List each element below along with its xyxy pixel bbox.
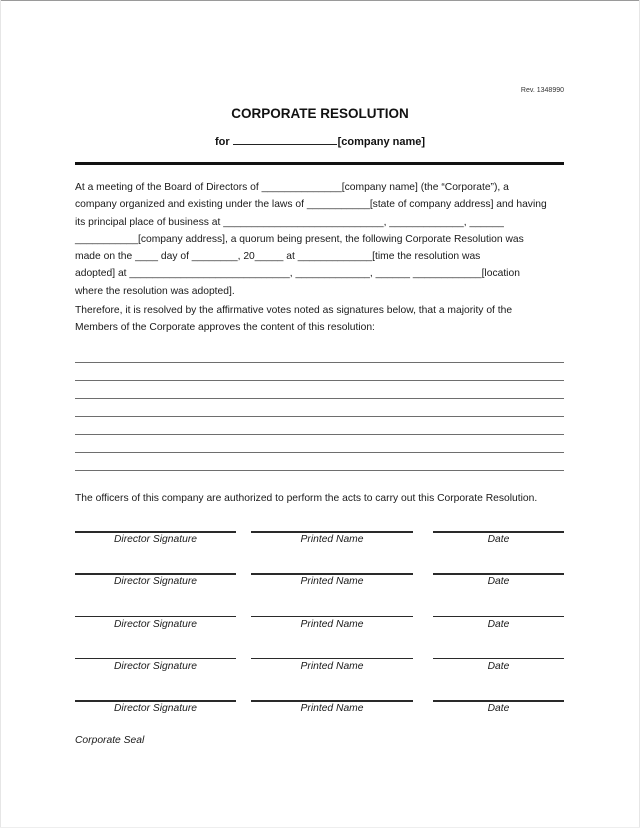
director-signature-label: Director Signature (114, 534, 197, 545)
printed-name-label: Printed Name (300, 660, 364, 672)
printed-name-line[interactable] (251, 573, 413, 575)
date-line[interactable] (433, 700, 564, 702)
paragraph-line: where the resolution was adopted]. (75, 285, 235, 297)
director-signature-line[interactable] (75, 531, 236, 533)
printed-name-line[interactable] (251, 658, 413, 660)
signature-row (0, 573, 640, 597)
date-label: Date (487, 576, 510, 588)
resolution-content-line[interactable] (75, 470, 564, 471)
printed-name-label: Printed Name (300, 703, 364, 715)
subtitle-prefix: for (214, 136, 230, 148)
paragraph-line: At a meeting of the Board of Directors of ______________[company name] (the “Corporate”), a (75, 182, 509, 193)
corporate-seal-label: Corporate Seal (75, 735, 145, 746)
resolution-content-line[interactable] (75, 416, 564, 417)
subtitle-suffix: [company name] (337, 136, 426, 148)
date-line[interactable] (433, 531, 564, 533)
date-line[interactable] (433, 573, 564, 575)
director-signature-line[interactable] (75, 573, 236, 575)
paragraph-line: Therefore, it is resolved by the affirmative votes noted as signatures below, that a majority of the (75, 305, 513, 316)
paragraph-line: adopted] at ____________________________, _____________, ______ ____________[location (75, 268, 520, 280)
printed-name-line[interactable] (251, 700, 413, 702)
company-name-field[interactable] (233, 135, 337, 145)
resolution-content-line[interactable] (75, 434, 564, 435)
signature-row (0, 616, 640, 640)
paragraph-line: Members of the Corporate approves the content of this resolution: (75, 322, 375, 334)
date-label: Date (487, 703, 510, 715)
printed-name-label: Printed Name (300, 618, 364, 630)
paragraph-line: ___________[company address], a quorum being present, the following Corporate Resolution was (75, 233, 524, 245)
document-subtitle (0, 135, 640, 148)
resolution-content-line[interactable] (75, 452, 564, 453)
director-signature-label: Director Signature (114, 618, 197, 630)
resolution-content-line[interactable] (75, 362, 564, 363)
paragraph-line: its principal place of business at ____________________________, _____________, ______ (75, 216, 504, 228)
date-label: Date (487, 534, 510, 545)
resolution-paragraph (75, 302, 570, 337)
signature-row (0, 531, 640, 555)
signature-row (0, 700, 640, 724)
document-title: CORPORATE RESOLUTION (231, 106, 409, 121)
director-signature-label: Director Signature (114, 660, 197, 672)
date-label: Date (487, 618, 510, 630)
authorization-paragraph: The officers of this company are authorized to perform the acts to carry out this Corporate Resolution. (75, 493, 538, 504)
page-border (0, 0, 640, 1)
director-signature-line[interactable] (75, 658, 236, 660)
resolution-content-line[interactable] (75, 398, 564, 399)
revision-number: Rev. 1348990 (520, 87, 564, 94)
paragraph-line: made on the ____ day of ________, 20_____ at _____________[time the resolution was (75, 251, 481, 263)
date-line[interactable] (433, 658, 564, 660)
meeting-paragraph (75, 179, 570, 300)
header-divider (75, 162, 564, 165)
printed-name-line[interactable] (251, 531, 413, 533)
director-signature-label: Director Signature (114, 703, 197, 715)
date-line[interactable] (433, 616, 564, 618)
director-signature-line[interactable] (75, 616, 236, 618)
date-label: Date (487, 660, 510, 672)
printed-name-line[interactable] (251, 616, 413, 618)
paragraph-line: company organized and existing under the laws of ___________[state of company address] and having (75, 199, 547, 211)
resolution-content-line[interactable] (75, 380, 564, 381)
signature-row (0, 658, 640, 682)
director-signature-line[interactable] (75, 700, 236, 702)
printed-name-label: Printed Name (300, 534, 364, 545)
printed-name-label: Printed Name (300, 576, 364, 588)
director-signature-label: Director Signature (114, 576, 197, 588)
